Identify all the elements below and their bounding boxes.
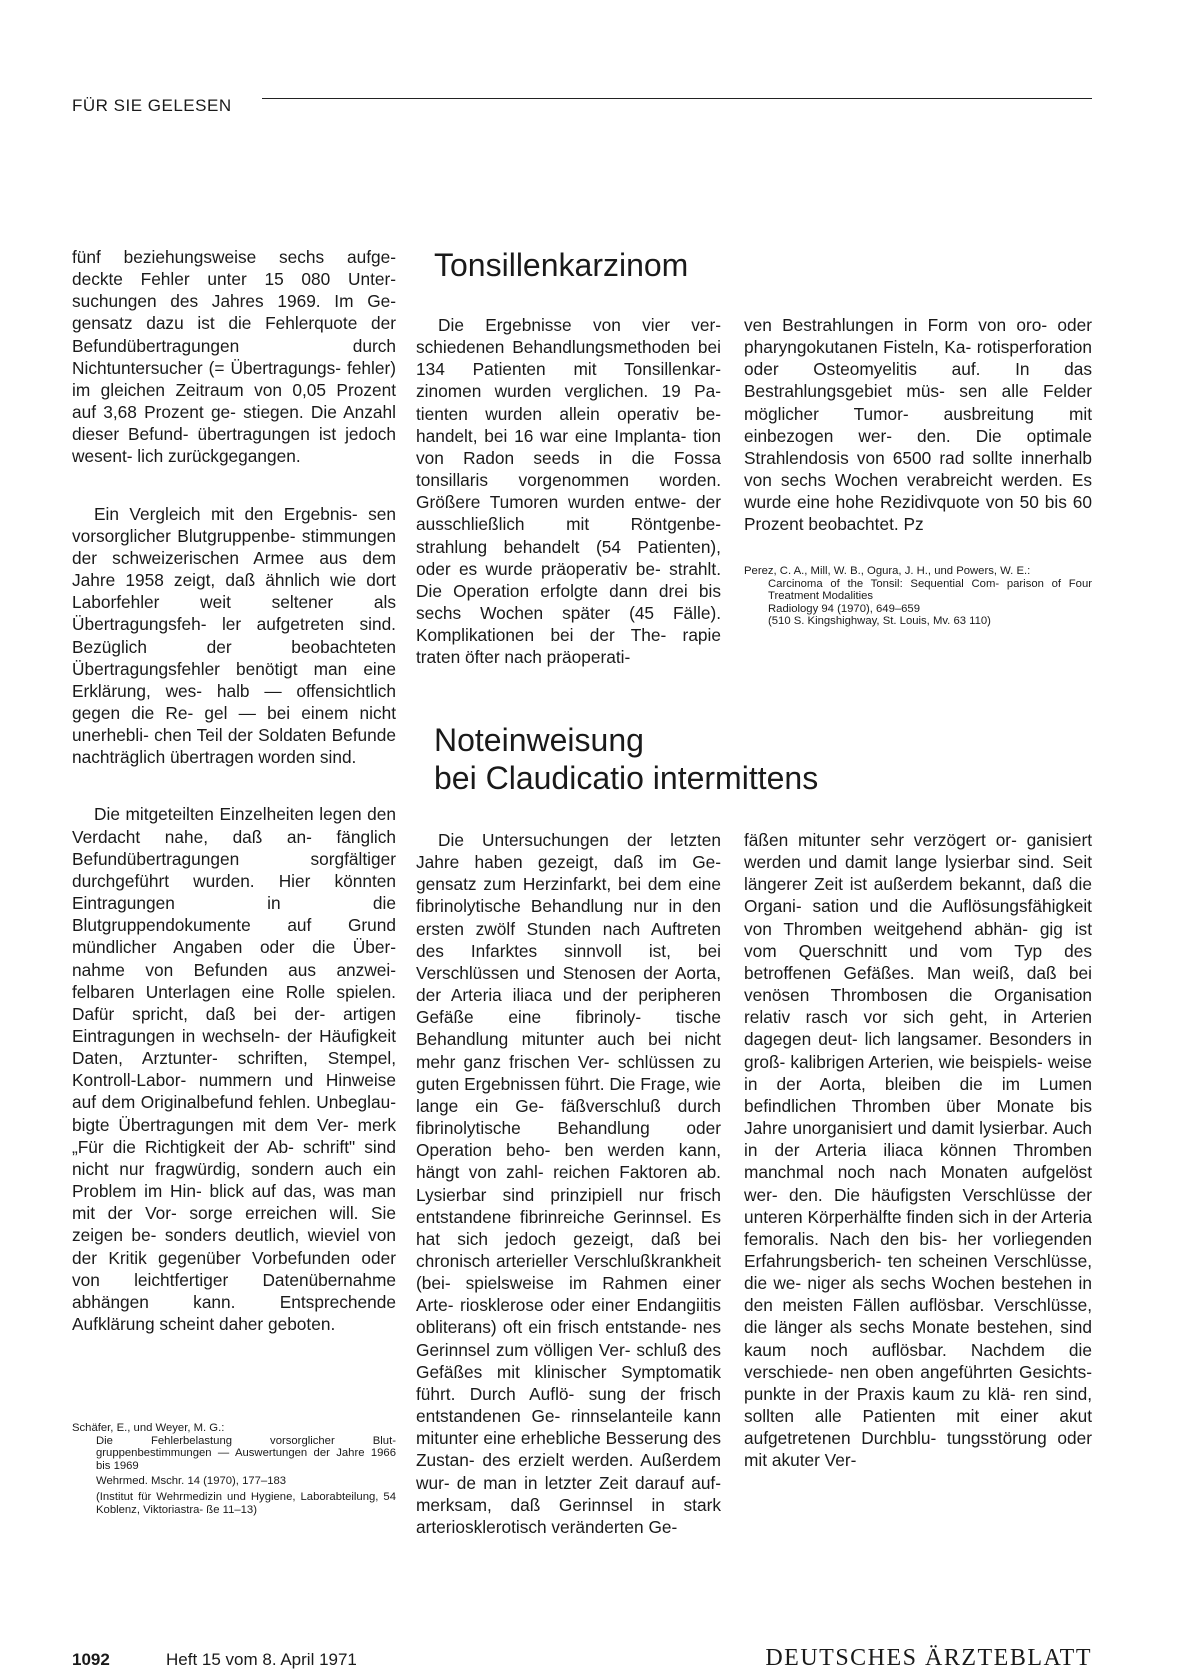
left-paragraph: Ein Vergleich mit den Ergebnis- sen vorsorglicher Blutgruppenbe- stimmungen der schweizerischen Armee aus dem Jahre 1958 zeigt, daß ähnlich wie dort Laborfehler weit seltener als Übertragungsfeh- ler aufgetreten sind. Bezüglich der beobachteten Übertragungsfehler benötigt man eine Erklärung, wes- halb — offensichtlich gegen die Re- gel — bei einem nicht unerhebli- chen Teil der Soldaten Befunde nachträglich übertragen worden sind. (72, 503, 396, 768)
article1-paragraph: ven Bestrahlungen in Form von oro- oder pharyngokutanen Fisteln, Ka- rotisperforation oder Osteomyelitis auf. In das Bestrahlungsgebiet müs- sen alle Felder möglicher Tumor- ausbreitung mit einbezogen wer- den. Die optimale Strahlendosis von 6500 rad sollte innerhalb von sechs Wochen verabreicht werden. Es wurde eine hohe Rezidivquote von 50 bis 60 Prozent beobachtet. Pz (744, 315, 1092, 535)
header-rule (262, 98, 1092, 99)
article1-column1 (416, 314, 721, 669)
reference-journal: Radiology 94 (1970), 649–659 (768, 602, 920, 615)
left-paragraph: fünf beziehungsweise sechs aufge- deckte Fehler unter 15 080 Unter- suchungen des Jahres 1969. Im Ge- gensatz dazu ist die Fehlerquote der Befundübertragungen durch Nichtuntersucher (= Übertragungs- fehler) im gleichen Zeitraum von 0,05 Prozent auf 3,68 Prozent ge- stiegen. Die Anzahl dieser Befund- übertragungen ist jedoch wesent- lich zurückgegangen. (72, 247, 396, 467)
article1-column2 (744, 314, 1092, 536)
left-column-text (72, 246, 396, 1335)
left-reference (72, 1422, 396, 1516)
article-heading: Tonsillenkarzinom (434, 247, 689, 283)
article2-paragraph: Die Untersuchungen der letzten Jahre haben gezeigt, daß im Ge- gensatz zum Herzinfarkt, bei dem eine fibrinolytische Behandlung nur in den ersten zwölf Stunden nach Auftreten des Infarktes sinnvoll ist, bei Verschlüssen und Stenosen der Aorta, der Arteria iliaca und der peripheren Gefäße eine fibrinoly- tische Behandlung mitunter auch bei nicht mehr ganz frischen Ver- schlüssen zu guten Ergebnissen führt. Die Frage, wie lange ein Ge- fäßverschluß durch fibrinolytische Behandlung oder Operation beho- ben werden kann, hängt von zahl- reichen Faktoren ab. Lysierbar sind prinzipiell nur frisch entstandene fibrinreiche Gerinnsel. Es hat sich jedoch gezeigt, daß bei chronisch arterieller Verschlußkrankheit (bei- spielsweise im Rahmen einer Arte- riosklerose oder einer Endangiitis obliterans) oft ein frisch entstande- nes Gerinnsel zum völligen Ver- schluß des Gefäßes mit klinischer Symptomatik führt. Durch Auflö- sung der frisch entstandenen Ge- rinnselanteile kann mitunter eine erhebliche Besserung des Zustan- des erzielt werden. Außerdem wur- de man in letzter Zeit darauf auf- merksam, daß Gerinnsel in stark arteriosklerotisch veränderten Ge- (416, 830, 721, 1537)
article2-paragraph: fäßen mitunter sehr verzögert or- ganisiert werden und damit lange lysierbar sind. Seit längerer Zeit ist außerdem bekannt, daß die Organi- sation und die Auflösungsfähigkeit von Thromben weitgehend abhän- gig ist vom Querschnitt und vom Typ des betroffenen Gefäßes. Man weiß, daß bei venösen Thrombosen die Organisation relativ rasch vor sich geht, in Arterien dagegen deut- lich langsamer. Besonders in groß- kalibrigen Arterien, wie beispiels- weise in der Aorta, bleiben die im Lumen befindlichen Thromben über Monate bis Jahre unorganisiert und damit lysierbar. Auch in der Arteria iliaca können Thromben manchmal noch nach Monaten aufgelöst wer- den. Die häufigsten Verschlüsse der unteren Körperhälfte finden sich in der Arteria femoralis. Nach den bis- her vorliegenden Erfahrungsberich- ten scheinen Verschlüsse, die we- niger als sechs Wochen bestehen in den meisten Fällen auflösbar. Verschlüsse, die länger als sechs Monate bestehen, sind kaum noch auflösbar. Nachdem die verschiede- nen oben angeführten Gesichts- punkte in der Praxis kaum zu klä- ren sind, sollten alle Patienten mit einer akut aufgetretenen Durchblu- tungsstörung oder mit akuter Ver- (744, 830, 1092, 1471)
reference-title: Die Fehlerbelastung vorsorglicher Blut- gruppenbestimmungen — Auswertungen der Jahre 1966 bis 1969 (96, 1434, 396, 1472)
reference-journal: Wehrmed. Mschr. 14 (1970), 177–183 (96, 1475, 287, 1488)
left-paragraph: Die mitgeteilten Einzelheiten legen den Verdacht nahe, daß an- fänglich Befundübertragungen sorgfältiger durchgeführt wurden. Hier könnten Eintragungen in die Blutgruppendokumente auf Grund mündlicher Angaben oder die Über- nahme von Befunden aus anzwei- felbaren Unterlagen eine Rolle spielen. Dafür spricht, daß bei der- artigen Eintragungen in wechseln- der Häufigkeit Daten, Arztunter- schriften, Stempel, Kontroll-Labor- nummern und Hinweise auf dem Originalbefund fehlen. Unbeglau- bigte Übertragungen mit dem Ver- merk „Für die Richtigkeit der Ab- schrift" sind nicht nur fragwürdig, sondern auch ein Problem im Hin- blick auf das, was man mit der Vor- sorge erreichen will. Sie zeigen be- sonders deutlich, wieviel von der Kritik gegenüber Vorbefunden oder von leichtfertiger Datenübernahme abhängen kann. Entsprechende Aufklärung scheint daher geboten. (72, 804, 396, 1335)
reference-authors: Schäfer, E., und Weyer, M. G.: (72, 1422, 225, 1434)
article-heading (434, 721, 818, 797)
article2-column1 (416, 829, 721, 1538)
article1-reference (744, 565, 1092, 628)
issue-info: Heft 15 vom 8. April 1971 (166, 1650, 357, 1669)
reference-address: (510 S. Kingshighway, St. Louis, Mv. 63 110) (768, 615, 991, 628)
journal-masthead: DEUTSCHES ÄRZTEBLATT (765, 1645, 1092, 1671)
heading-line: bei Claudicatio intermittens (434, 760, 819, 796)
reference-address: (Institut für Wehrmedizin und Hygiene, Laborabteilung, 54 Koblenz, Viktoriastra- ße 11–13) (96, 1490, 396, 1516)
article1-paragraph: Die Ergebnisse von vier ver- schiedenen Behandlungsmethoden bei 134 Patienten mit Tonsillenkar- zinomen wurden verglichen. 19 Pa- tienten wurden allein operativ be- handelt, bei 16 war eine Implanta- tion von Radon seeds in die Fossa tonsillaris vorgenommen worden. Größere Tumoren wurden entwe- der ausschließlich mit Röntgenbe- strahlung behandelt (54 Patienten), oder es wurde präoperativ be- strahlt. Die Operation erfolgte dann drei bis sechs Wochen später (45 Fälle). Komplikationen bei der The- rapie traten öfter nach präoperati- (416, 315, 721, 668)
reference-authors: Perez, C. A., Mill, W. B., Ogura, J. H., und Powers, W. E.: (744, 565, 1031, 577)
article2-column2 (744, 829, 1092, 1472)
section-label: FÜR SIE GELESEN (72, 96, 232, 115)
heading-line: Noteinweisung (434, 722, 644, 758)
reference-title: Carcinoma of the Tonsil: Sequential Com- parison of Four Treatment Modalities (768, 577, 1092, 603)
page-number: 1092 (72, 1650, 110, 1669)
